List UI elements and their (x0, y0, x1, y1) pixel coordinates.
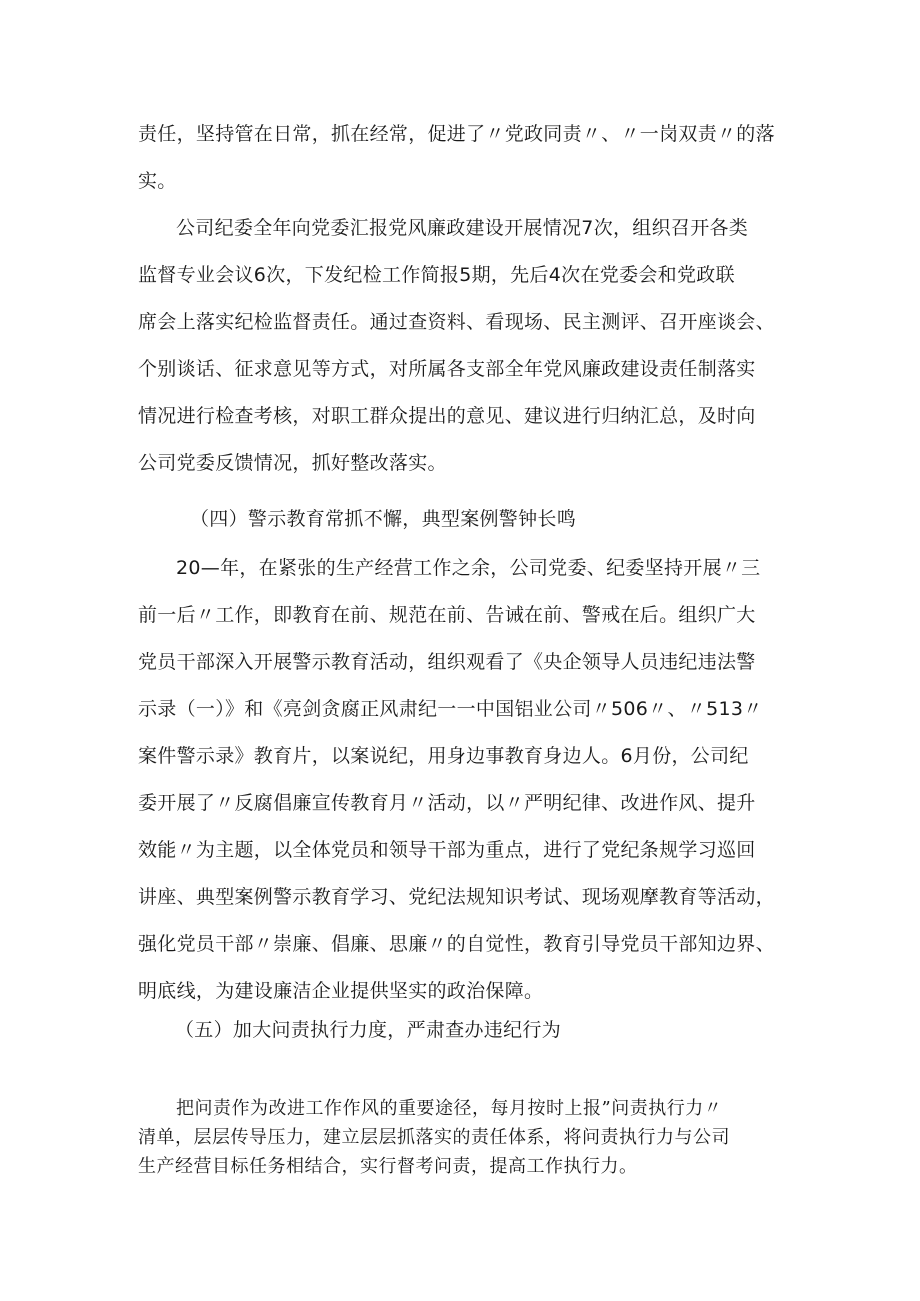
text-line: 生产经营目标任务相结合，实行督考问责，提高工作执行力。 (138, 1156, 638, 1177)
text-line: 讲座、典型案例警示教育学习、党纪法规知识考试、现场观摩教育等活动， (138, 886, 775, 908)
text-line: 示录（一）》和《亮剑贪腐正风肃纪一一中国铝业公司〃506〃、〃513〃 (138, 698, 763, 720)
text-line: 实。 (138, 170, 177, 192)
section-heading-4: （四）警示教育常抓不懈，典型案例警钟长鸣 (190, 508, 577, 530)
text-line: 明底线，为建设廉洁企业提供坚实的政治保障。 (138, 980, 544, 1002)
text-line: 责任，坚持管在日常，抓在经常，促进了〃党政同责〃、〃一岗双责〃的落 (138, 123, 775, 145)
text-line: 个别谈话、征求意见等方式，对所属各支部全年党风廉政建设责任制落实 (138, 358, 756, 380)
text-line: 20—年，在紧张的生产经营工作之余，公司党委、纪委坚持开展〃三 (176, 557, 761, 579)
text-line: 前一后〃工作，即教育在前、规范在前、告诫在前、警戒在后。组织广大 (138, 604, 756, 626)
text-line: 清单，层层传导压力，建立层层抓落实的责任体系，将问责执行力与公司 (138, 1127, 730, 1148)
paragraph-responsibility (138, 111, 798, 205)
text-line: 委开展了〃反腐倡廉宣传教育月〃活动，以〃严明纪律、改进作风、提升 (138, 792, 756, 814)
text-line: 把问责作为改进工作作风的重要途径，每月按时上报”问责执行力〃 (176, 1098, 723, 1119)
text-line: 公司党委反馈情况，抓好整改落实。 (138, 452, 447, 474)
text-line: 党员干部深入开展警示教育活动，组织观看了《央企领导人员违纪违法警 (138, 651, 756, 673)
paragraph-warning-education (138, 545, 798, 1015)
paragraph-accountability (138, 1094, 798, 1181)
text-line: 情况进行检查考核，对职工群众提出的意见、建议进行归纳汇总，及时向 (138, 405, 756, 427)
text-line: 案件警示录》教育片，以案说纪，用身边事教育身边人。6月份，公司纪 (138, 745, 749, 767)
paragraph-discipline-committee (138, 205, 798, 487)
text-line: 强化党员干部〃崇廉、倡廉、思廉〃的自觉性，教育引导党员干部知边界、 (138, 933, 775, 955)
section-heading-5: （五）加大问责执行力度，严肃查办违纪行为 (175, 1019, 562, 1041)
text-line: 效能〃为主题，以全体党员和领导干部为重点，进行了党纪条规学习巡回 (138, 839, 756, 861)
text-line: 席会上落实纪检监督责任。通过查资料、看现场、民主测评、召开座谈会、 (138, 311, 775, 333)
text-line: 公司纪委全年向党委汇报党风廉政建设开展情况7次，组织召开各类 (176, 217, 749, 239)
text-line: 监督专业会议6次，下发纪检工作简报5期，先后4次在党委会和党政联 (138, 264, 735, 286)
